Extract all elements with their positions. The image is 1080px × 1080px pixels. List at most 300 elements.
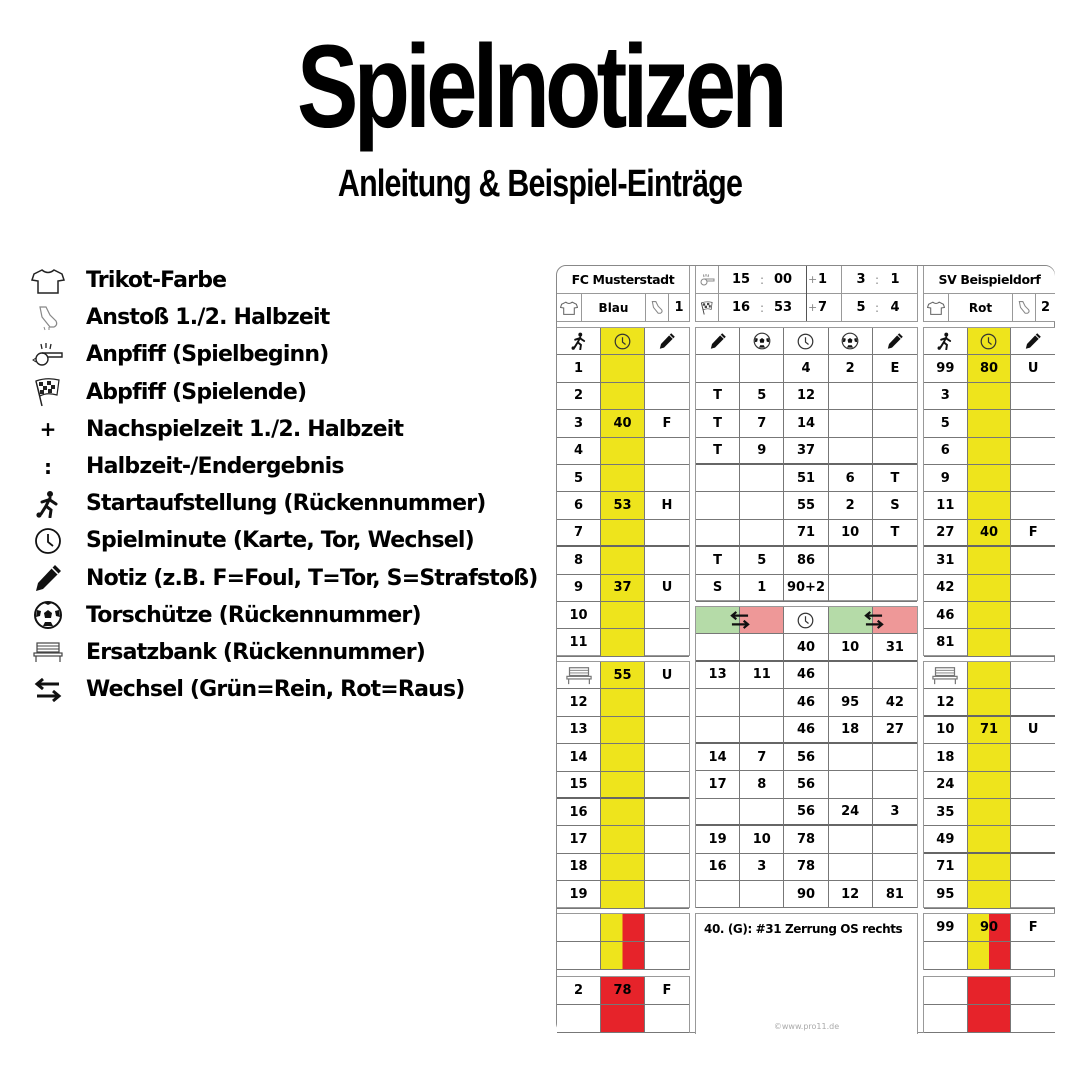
- away-bench-note[interactable]: [1011, 744, 1055, 771]
- page-subtitle: Anleitung & Beispiel-Einträge: [337, 163, 743, 205]
- away-scorer[interactable]: 6: [829, 465, 873, 492]
- away-sub-out[interactable]: 31: [873, 634, 917, 661]
- clock-icon: [601, 328, 645, 355]
- pencil-icon: [645, 328, 689, 355]
- home-card-number[interactable]: 2: [557, 977, 601, 1005]
- home-card-minute[interactable]: [601, 914, 645, 942]
- legend-item-shirt: Trikot-Farbe: [26, 262, 538, 299]
- away-player-number[interactable]: 81: [924, 629, 968, 656]
- away-scorer[interactable]: [829, 383, 873, 410]
- home-card-note[interactable]: F: [645, 977, 689, 1005]
- home-card-note[interactable]: [645, 914, 689, 942]
- home-card-minute[interactable]: 78: [601, 977, 645, 1005]
- away-card-number[interactable]: [924, 977, 968, 1005]
- away-minute[interactable]: [968, 575, 1012, 602]
- goal-minute[interactable]: 4: [784, 355, 828, 382]
- sub-minute[interactable]: 78: [784, 826, 828, 853]
- away-bench-number[interactable]: 10: [924, 717, 968, 744]
- away-bench-note[interactable]: [1011, 689, 1055, 716]
- home-lineup-table: [557, 327, 690, 656]
- away-minute[interactable]: [968, 547, 1012, 574]
- away-player-number[interactable]: 9: [924, 465, 968, 492]
- away-card-number[interactable]: [924, 942, 968, 970]
- player-icon: [924, 328, 968, 355]
- home-sub-out[interactable]: 10: [740, 826, 784, 853]
- away-scorer[interactable]: [829, 438, 873, 465]
- away-note[interactable]: [1011, 575, 1055, 602]
- goal-minute[interactable]: 51: [784, 465, 828, 492]
- away-goal-note[interactable]: [873, 383, 917, 410]
- checkered-flag-icon: [696, 294, 718, 321]
- home-bench-minute[interactable]: [601, 689, 645, 716]
- home-goal-note[interactable]: [696, 520, 740, 547]
- home-bench-number[interactable]: 14: [557, 744, 601, 771]
- home-scorer[interactable]: [740, 492, 784, 519]
- away-minute[interactable]: [968, 383, 1012, 410]
- home-note[interactable]: [645, 465, 689, 492]
- away-card-minute[interactable]: [968, 1005, 1012, 1033]
- home-bench-note[interactable]: [645, 854, 689, 881]
- swap-icon: [729, 610, 751, 630]
- away-scorer[interactable]: 2: [829, 355, 873, 382]
- home-bench-minute[interactable]: [601, 854, 645, 881]
- away-scorer[interactable]: [829, 410, 873, 437]
- home-note[interactable]: F: [645, 410, 689, 437]
- away-card-note[interactable]: [1011, 1005, 1055, 1033]
- away-minute[interactable]: [968, 465, 1012, 492]
- copyright: ©www.pro11.de: [773, 1022, 840, 1031]
- home-card-note[interactable]: [645, 1005, 689, 1033]
- away-sub-in[interactable]: 10: [829, 634, 873, 661]
- home-note[interactable]: [645, 602, 689, 629]
- home-bench-note[interactable]: [645, 717, 689, 744]
- away-sub-in[interactable]: [829, 826, 873, 853]
- home-player-number[interactable]: 11: [557, 629, 601, 656]
- home-goal-note[interactable]: [696, 492, 740, 519]
- away-sub-out[interactable]: 42: [873, 689, 917, 716]
- legend-item-sub: Wechsel (Grün=Rein, Rot=Raus): [26, 671, 538, 708]
- home-sub-in[interactable]: 13: [696, 662, 740, 689]
- end-hour[interactable]: 16: [731, 300, 751, 315]
- home-sub-in[interactable]: 19: [696, 826, 740, 853]
- away-note[interactable]: F: [1011, 520, 1055, 547]
- start-minute[interactable]: 00: [773, 272, 793, 287]
- away-sub-out[interactable]: 81: [873, 881, 917, 908]
- home-note[interactable]: [645, 383, 689, 410]
- home-minute[interactable]: [601, 629, 645, 656]
- home-scorer[interactable]: 9: [740, 438, 784, 465]
- home-bench-minute[interactable]: [601, 717, 645, 744]
- home-card-number[interactable]: [557, 1005, 601, 1033]
- home-bench-number[interactable]: 17: [557, 826, 601, 853]
- away-bench-number[interactable]: 49: [924, 826, 968, 853]
- notes-box[interactable]: [695, 913, 918, 1034]
- sub-minute[interactable]: 56: [784, 771, 828, 798]
- final-colon: :: [874, 300, 880, 315]
- away-note[interactable]: [1011, 602, 1055, 629]
- pencil-icon: [873, 328, 917, 355]
- start-hour[interactable]: 15: [731, 272, 751, 287]
- sub-minute[interactable]: 90: [784, 881, 828, 908]
- second-half-extra-time[interactable]: 7: [818, 300, 828, 315]
- away-sub-in[interactable]: [829, 854, 873, 881]
- legend-item-start: Anpfiff (Spielbeginn): [26, 336, 538, 373]
- home-note[interactable]: U: [645, 575, 689, 602]
- bench-icon: [26, 641, 70, 663]
- away-sub-out[interactable]: [873, 826, 917, 853]
- home-note[interactable]: [645, 355, 689, 382]
- sub-minute[interactable]: 56: [784, 799, 828, 826]
- legend: [26, 262, 538, 708]
- sub-minute[interactable]: 46: [784, 662, 828, 689]
- away-scorer[interactable]: 10: [829, 520, 873, 547]
- boot-icon: [1013, 294, 1036, 321]
- away-cards-table: [923, 913, 1055, 970]
- home-sub-out[interactable]: [740, 717, 784, 744]
- away-scorer[interactable]: [829, 575, 873, 602]
- home-minute[interactable]: 37: [601, 575, 645, 602]
- home-sub-in[interactable]: [696, 881, 740, 908]
- shirt-icon: [557, 294, 582, 321]
- away-player-number[interactable]: 46: [924, 602, 968, 629]
- home-goal-note[interactable]: [696, 465, 740, 492]
- away-note[interactable]: [1011, 547, 1055, 574]
- home-player-number[interactable]: 9: [557, 575, 601, 602]
- away-goal-note[interactable]: [873, 438, 917, 465]
- clock-icon: [26, 527, 70, 555]
- home-minute[interactable]: [601, 383, 645, 410]
- away-scorer[interactable]: 2: [829, 492, 873, 519]
- away-player-number[interactable]: 5: [924, 410, 968, 437]
- home-sub-out[interactable]: [740, 634, 784, 661]
- home-sub-out[interactable]: [740, 881, 784, 908]
- away-note[interactable]: [1011, 629, 1055, 656]
- away-bench-minute[interactable]: [968, 826, 1012, 853]
- away-goal-note[interactable]: [873, 575, 917, 602]
- halftime-colon: :: [874, 272, 880, 287]
- bench-icon: [924, 662, 968, 689]
- away-bench-note[interactable]: [1011, 772, 1055, 799]
- halftime-home-score[interactable]: 3: [856, 272, 866, 287]
- home-goal-note[interactable]: S: [696, 575, 740, 602]
- home-sub-out[interactable]: 7: [740, 744, 784, 771]
- away-sub-out[interactable]: 27: [873, 717, 917, 744]
- home-bench-note[interactable]: [645, 772, 689, 799]
- clock-icon: [968, 328, 1012, 355]
- away-bench-note[interactable]: [1011, 881, 1055, 908]
- goal-minute[interactable]: 14: [784, 410, 828, 437]
- home-bench-minute[interactable]: 55: [601, 662, 645, 689]
- home-bench-minute[interactable]: [601, 772, 645, 799]
- goal-minute[interactable]: 86: [784, 547, 828, 574]
- home-bench-minute[interactable]: [601, 826, 645, 853]
- page-title: Spielnotizen: [297, 21, 783, 153]
- away-bench-number[interactable]: 95: [924, 881, 968, 908]
- home-sub-in[interactable]: [696, 634, 740, 661]
- home-bench-note[interactable]: [645, 799, 689, 826]
- home-card-note[interactable]: [645, 942, 689, 970]
- home-card-number[interactable]: [557, 942, 601, 970]
- clock-icon: [784, 328, 828, 355]
- home-bench-number[interactable]: 16: [557, 799, 601, 826]
- home-minute[interactable]: [601, 355, 645, 382]
- sub-minute[interactable]: 78: [784, 854, 828, 881]
- away-minute[interactable]: [968, 602, 1012, 629]
- home-card-minute[interactable]: [601, 1005, 645, 1033]
- away-minute[interactable]: [968, 438, 1012, 465]
- goal-minute[interactable]: 71: [784, 520, 828, 547]
- away-shirt-color[interactable]: Rot: [949, 294, 1013, 321]
- home-player-number[interactable]: 4: [557, 438, 601, 465]
- away-sub-out[interactable]: 3: [873, 799, 917, 826]
- home-bench-minute[interactable]: [601, 799, 645, 826]
- end-minute[interactable]: 53: [773, 300, 793, 315]
- away-card-note[interactable]: [1011, 977, 1055, 1005]
- away-sub-out[interactable]: [873, 771, 917, 798]
- home-goal-note[interactable]: T: [696, 383, 740, 410]
- away-sub-out[interactable]: [873, 662, 917, 689]
- away-player-number[interactable]: 31: [924, 547, 968, 574]
- home-card-number[interactable]: [557, 914, 601, 942]
- home-goal-note[interactable]: T: [696, 547, 740, 574]
- home-goal-note[interactable]: T: [696, 410, 740, 437]
- home-note[interactable]: [645, 629, 689, 656]
- away-goal-note[interactable]: S: [873, 492, 917, 519]
- away-bench-minute[interactable]: [968, 689, 1012, 716]
- away-note[interactable]: U: [1011, 355, 1055, 382]
- away-minute[interactable]: 40: [968, 520, 1012, 547]
- away-note[interactable]: [1011, 438, 1055, 465]
- away-note[interactable]: [1011, 465, 1055, 492]
- home-bench-number[interactable]: 18: [557, 854, 601, 881]
- away-player-number[interactable]: 99: [924, 355, 968, 382]
- away-sub-in[interactable]: [829, 771, 873, 798]
- home-bench-note[interactable]: U: [645, 662, 689, 689]
- away-goal-note[interactable]: T: [873, 465, 917, 492]
- away-card-number[interactable]: [924, 1005, 968, 1033]
- away-player-number[interactable]: 6: [924, 438, 968, 465]
- sub-minute[interactable]: 40: [784, 634, 828, 661]
- home-bench-number[interactable]: 15: [557, 772, 601, 799]
- home-team-name[interactable]: FC Musterstadt: [557, 266, 689, 294]
- away-sub-in[interactable]: 95: [829, 689, 873, 716]
- end-colon: :: [759, 300, 765, 315]
- away-bench-note[interactable]: [1011, 662, 1055, 689]
- home-bench-number[interactable]: 13: [557, 717, 601, 744]
- home-player-number[interactable]: 1: [557, 355, 601, 382]
- boot-icon: [26, 305, 70, 331]
- home-bench-note[interactable]: [645, 744, 689, 771]
- away-bench-minute[interactable]: [968, 662, 1012, 689]
- final-home-score[interactable]: 5: [856, 300, 866, 315]
- home-goal-note[interactable]: T: [696, 438, 740, 465]
- away-bench-note[interactable]: U: [1011, 717, 1055, 744]
- home-kickoff-half[interactable]: 1: [674, 300, 684, 315]
- home-scorer[interactable]: 5: [740, 383, 784, 410]
- goal-minute[interactable]: 90+2: [784, 575, 828, 602]
- away-goal-note[interactable]: E: [873, 355, 917, 382]
- away-note[interactable]: [1011, 492, 1055, 519]
- legend-item-kickoff: Anstoß 1./2. Halbzeit: [26, 299, 538, 336]
- home-minute[interactable]: [601, 602, 645, 629]
- home-sub-in[interactable]: 14: [696, 744, 740, 771]
- home-minute[interactable]: 53: [601, 492, 645, 519]
- away-sub-in[interactable]: 12: [829, 881, 873, 908]
- away-minute[interactable]: 80: [968, 355, 1012, 382]
- home-sub-in[interactable]: [696, 717, 740, 744]
- legend-item-end: Abpfiff (Spielende): [26, 374, 538, 411]
- home-scorer[interactable]: 1: [740, 575, 784, 602]
- home-goal-note[interactable]: [696, 355, 740, 382]
- away-card-note[interactable]: F: [1011, 914, 1055, 942]
- home-bench-note[interactable]: [645, 689, 689, 716]
- away-sub-in[interactable]: 18: [829, 717, 873, 744]
- away-sub-in[interactable]: [829, 662, 873, 689]
- away-sub-out[interactable]: [873, 744, 917, 771]
- away-bench-note[interactable]: [1011, 799, 1055, 826]
- away-goal-note[interactable]: T: [873, 520, 917, 547]
- home-player-number[interactable]: 10: [557, 602, 601, 629]
- home-sub-out[interactable]: 11: [740, 662, 784, 689]
- sub-minute[interactable]: 46: [784, 717, 828, 744]
- away-player-number[interactable]: 11: [924, 492, 968, 519]
- home-note[interactable]: [645, 520, 689, 547]
- home-note[interactable]: H: [645, 492, 689, 519]
- home-scorer[interactable]: [740, 355, 784, 382]
- away-team-name[interactable]: SV Beispieldorf: [924, 266, 1055, 294]
- away-goal-note[interactable]: [873, 547, 917, 574]
- home-bench-number[interactable]: 19: [557, 881, 601, 908]
- halftime-away-score[interactable]: 1: [890, 272, 900, 287]
- away-bench-minute[interactable]: [968, 881, 1012, 908]
- home-scorer[interactable]: 5: [740, 547, 784, 574]
- away-bench-minute[interactable]: 71: [968, 717, 1012, 744]
- home-bench-note[interactable]: [645, 881, 689, 908]
- away-note[interactable]: [1011, 383, 1055, 410]
- home-sub-in[interactable]: [696, 689, 740, 716]
- first-half-extra-time[interactable]: 1: [818, 272, 828, 287]
- away-sub-out[interactable]: [873, 854, 917, 881]
- goal-minute[interactable]: 37: [784, 438, 828, 465]
- away-card-minute[interactable]: [968, 977, 1012, 1005]
- away-bench-note[interactable]: [1011, 854, 1055, 881]
- home-player-number[interactable]: 2: [557, 383, 601, 410]
- away-goal-note[interactable]: [873, 410, 917, 437]
- home-scorer[interactable]: 7: [740, 410, 784, 437]
- final-away-score[interactable]: 4: [890, 300, 900, 315]
- home-minute[interactable]: [601, 438, 645, 465]
- home-minute[interactable]: 40: [601, 410, 645, 437]
- away-bench-note[interactable]: [1011, 826, 1055, 853]
- home-bench-minute[interactable]: [601, 881, 645, 908]
- away-card-note[interactable]: [1011, 942, 1055, 970]
- home-bench-number[interactable]: 12: [557, 689, 601, 716]
- swap-icon: [863, 610, 885, 630]
- home-player-number[interactable]: 8: [557, 547, 601, 574]
- home-sub-in[interactable]: 16: [696, 854, 740, 881]
- match-times-header: [695, 266, 918, 322]
- home-header: [557, 266, 690, 322]
- soccer-ball-icon: [829, 328, 873, 355]
- score-sheet: [556, 265, 1055, 1033]
- away-card-minute[interactable]: 90: [968, 914, 1012, 942]
- bench-icon: [557, 662, 601, 689]
- away-minute[interactable]: [968, 629, 1012, 656]
- shirt-icon: [924, 294, 949, 321]
- goal-minute[interactable]: 12: [784, 383, 828, 410]
- away-bench-minute[interactable]: [968, 854, 1012, 881]
- away-player-number[interactable]: 27: [924, 520, 968, 547]
- home-note[interactable]: [645, 547, 689, 574]
- away-bench-minute[interactable]: [968, 744, 1012, 771]
- away-sub-in[interactable]: 24: [829, 799, 873, 826]
- home-sub-in[interactable]: 17: [696, 771, 740, 798]
- swap-icon: [26, 677, 70, 703]
- home-minute[interactable]: [601, 547, 645, 574]
- sub-minute[interactable]: 46: [784, 689, 828, 716]
- home-minute[interactable]: [601, 465, 645, 492]
- soccer-ball-icon: [26, 600, 70, 630]
- start-colon: :: [759, 272, 765, 287]
- away-player-number[interactable]: 42: [924, 575, 968, 602]
- away-bench-number[interactable]: 71: [924, 854, 968, 881]
- away-card-number[interactable]: 99: [924, 914, 968, 942]
- home-scorer[interactable]: [740, 520, 784, 547]
- home-scorer[interactable]: [740, 465, 784, 492]
- substitutions-table: [695, 606, 918, 908]
- home-bench-minute[interactable]: [601, 744, 645, 771]
- sub-minute[interactable]: 56: [784, 744, 828, 771]
- away-bench-number[interactable]: 24: [924, 772, 968, 799]
- away-sub-in[interactable]: [829, 744, 873, 771]
- away-header: [923, 266, 1055, 322]
- home-bench-note[interactable]: [645, 826, 689, 853]
- home-sub-in[interactable]: [696, 799, 740, 826]
- home-shirt-color[interactable]: Blau: [582, 294, 646, 321]
- away-minute[interactable]: [968, 492, 1012, 519]
- away-bench-number[interactable]: 18: [924, 744, 968, 771]
- home-sub-out[interactable]: 8: [740, 771, 784, 798]
- home-sub-out[interactable]: [740, 689, 784, 716]
- away-card-minute[interactable]: [968, 942, 1012, 970]
- home-sub-out[interactable]: 3: [740, 854, 784, 881]
- home-card-minute[interactable]: [601, 942, 645, 970]
- home-minute[interactable]: [601, 520, 645, 547]
- home-sub-out[interactable]: [740, 799, 784, 826]
- goal-minute[interactable]: 55: [784, 492, 828, 519]
- away-bench-minute[interactable]: [968, 772, 1012, 799]
- away-player-number[interactable]: 3: [924, 383, 968, 410]
- home-player-number[interactable]: 7: [557, 520, 601, 547]
- boot-icon: [646, 294, 669, 321]
- home-player-number[interactable]: 3: [557, 410, 601, 437]
- home-player-number[interactable]: 5: [557, 465, 601, 492]
- away-bench-minute[interactable]: [968, 799, 1012, 826]
- home-cards-table-2: [557, 976, 690, 1033]
- legend-item-lineup: Startaufstellung (Rückennummer): [26, 485, 538, 522]
- away-scorer[interactable]: [829, 547, 873, 574]
- home-note[interactable]: [645, 438, 689, 465]
- home-player-number[interactable]: 6: [557, 492, 601, 519]
- away-bench-number[interactable]: 12: [924, 689, 968, 716]
- away-kickoff-half[interactable]: 2: [1040, 300, 1051, 315]
- legend-item-scorer: Torschütze (Rückennummer): [26, 597, 538, 634]
- away-minute[interactable]: [968, 410, 1012, 437]
- legend-item-extra-time: + Nachspielzeit 1./2. Halbzeit: [26, 411, 538, 448]
- away-bench-number[interactable]: 35: [924, 799, 968, 826]
- away-note[interactable]: [1011, 410, 1055, 437]
- legend-item-bench: Ersatzbank (Rückennummer): [26, 634, 538, 671]
